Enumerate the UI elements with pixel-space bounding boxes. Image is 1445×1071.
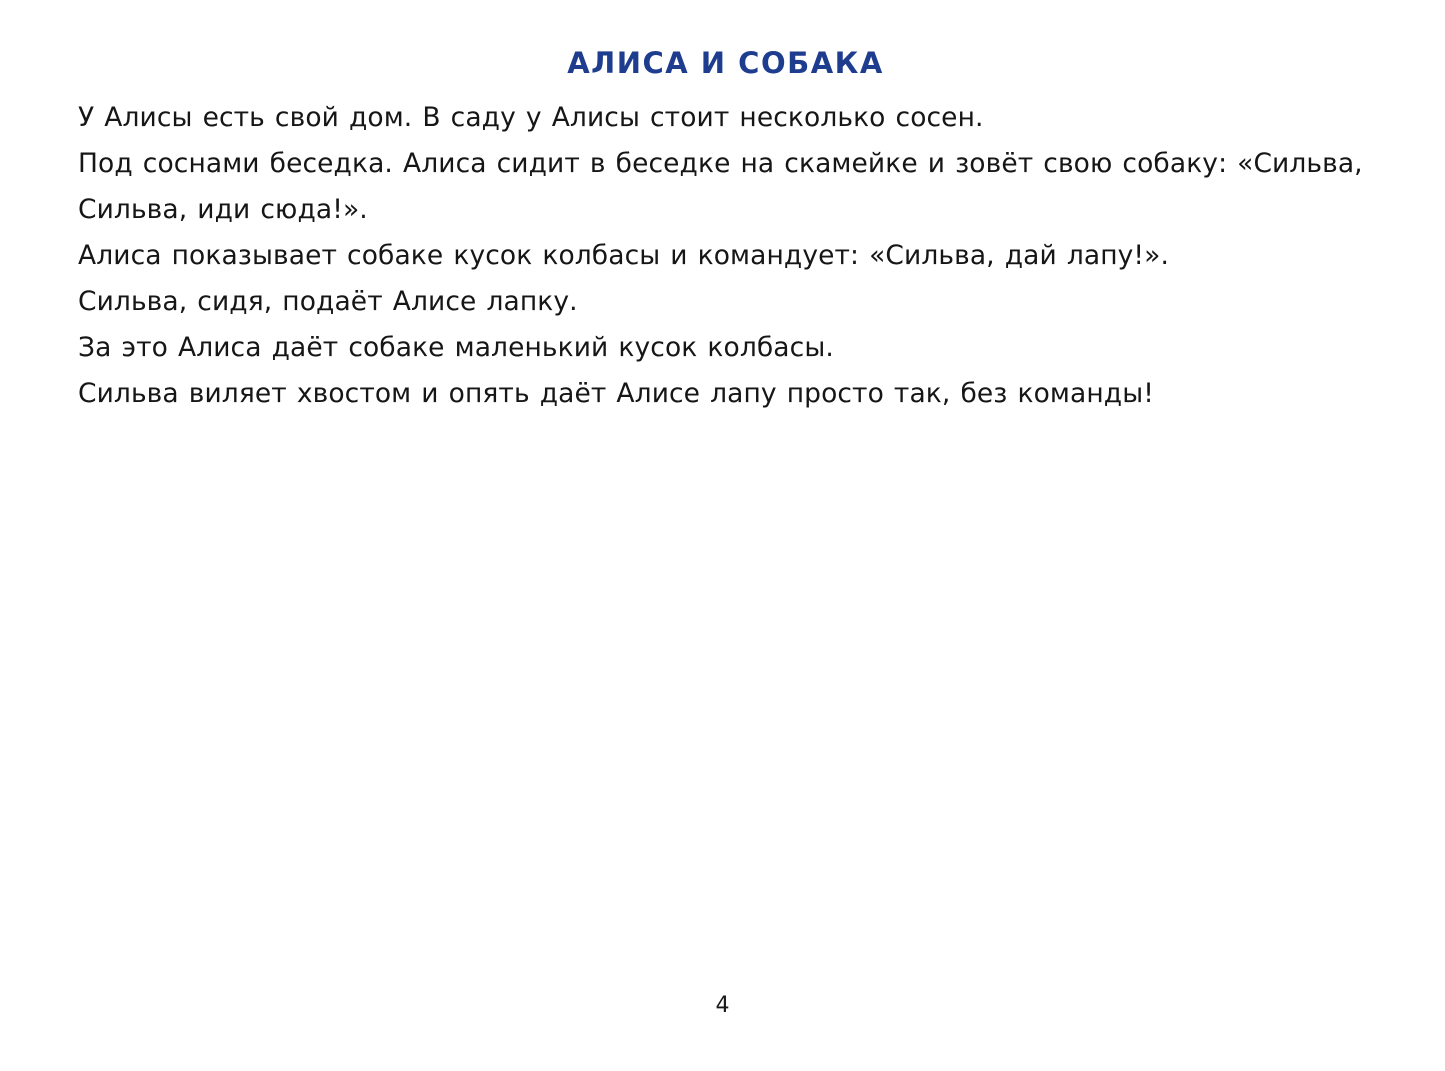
paragraph: Сильва, сидя, подаёт Алисе лапку. <box>78 286 578 318</box>
page-number: 4 <box>715 993 730 1018</box>
page-footer <box>0 993 1445 1071</box>
paragraph: За это Алиса даёт собаке маленький кусок колбасы. <box>78 332 834 364</box>
paragraph: Сильва виляет хвостом и опять даёт Алисе лапу просто так, без команды! <box>78 378 1154 410</box>
paragraph: Под соснами беседка. Алиса сидит в беседке на скамейке и зовёт свою собаку: «Сильва, Сильва, иди сюда!». <box>78 147 1363 226</box>
paragraph: У Алисы есть свой дом. В саду у Алисы стоит несколько сосен. <box>78 101 984 133</box>
paragraph: Алиса показывает собаке кусок колбасы и командует: «Сильва, дай лапу!». <box>78 240 1169 272</box>
page-title: АЛИСА И СОБАКА <box>567 46 884 80</box>
story-body <box>78 95 1373 418</box>
